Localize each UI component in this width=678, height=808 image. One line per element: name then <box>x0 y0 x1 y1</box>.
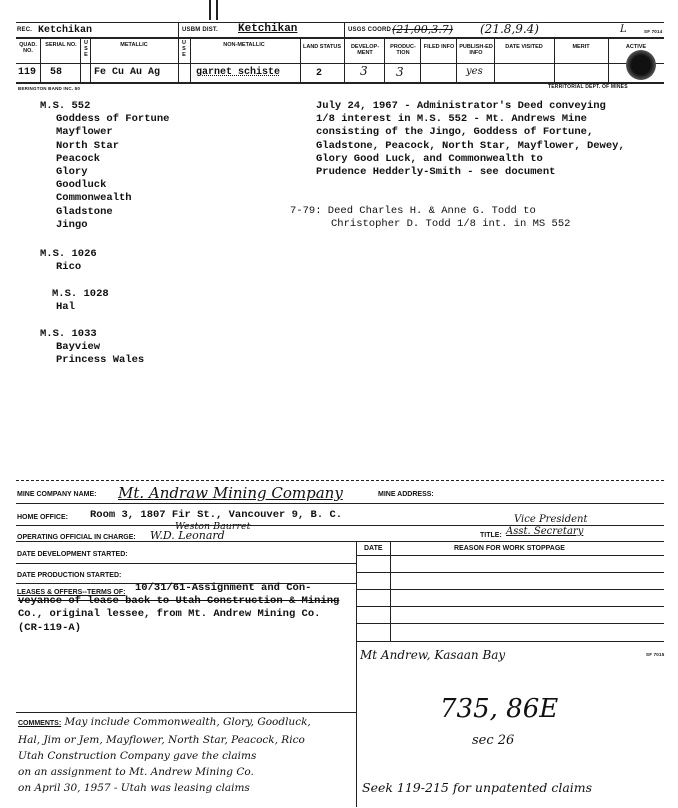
prod-started-label: DATE PRODUCTION STARTED: <box>17 572 122 579</box>
deed-779-note <box>290 205 570 231</box>
reason-header: REASON FOR WORK STOPPAGE <box>454 545 565 552</box>
note-line: consisting of the Jingo, Goddess of Fortune, <box>316 126 594 139</box>
claim-name: Goodluck <box>56 179 107 192</box>
operating-official-label: OPERATING OFFICIAL IN CHARGE: <box>17 534 136 541</box>
usgs-label: USGS COORD <box>348 27 392 33</box>
corner-mark: L <box>620 24 627 35</box>
printer-credit: BERINGTON BAND INC. 50 <box>18 86 81 91</box>
leases-text <box>18 582 339 635</box>
date-header: DATE <box>364 545 383 552</box>
tab-mark-right <box>216 0 218 20</box>
claim-name: Princess Wales <box>56 354 145 367</box>
form-number-bottom: SF 7015 <box>646 652 665 657</box>
note-line: Glory Good Luck, and Commonwealth to <box>316 152 543 165</box>
col-use-metallic: U S E <box>84 40 88 58</box>
col-development: DEVELOP-MENT <box>350 44 380 56</box>
home-office-label: HOME OFFICE: <box>17 514 68 521</box>
claim-group-ms552 <box>40 100 169 232</box>
title-value-asst-secretary: Asst. Secretary <box>506 526 584 537</box>
date-column-divider-left <box>356 541 357 807</box>
row-production: 3 <box>396 65 404 79</box>
comments-line: Hal, Jim or Jem, Mayflower, North Star, Peacock, Rico <box>18 734 305 746</box>
note-line: July 24, 1967 - Administrator's Deed conveying <box>316 100 606 112</box>
col-use-nonmetallic: U S E <box>182 40 186 58</box>
header-mid-rule <box>16 37 664 39</box>
header-colhead-rule <box>16 63 664 64</box>
title-label: TITLE: <box>480 532 502 539</box>
col-metallic: METALLIC <box>120 42 148 48</box>
comments-first-line <box>18 714 311 732</box>
claim-name: Commonwealth <box>56 192 132 205</box>
col-quad: QUAD. NO. <box>19 42 37 54</box>
comments-block <box>18 714 311 796</box>
comments-line: on an assignment to Mt. Andrew Mining Co. <box>18 766 254 778</box>
claim-ms-number: M.S. 1033 <box>40 328 97 340</box>
deed-1967-note <box>316 100 625 179</box>
leases-label: LEASES & OFFERS--TERMS OF: <box>17 589 126 596</box>
header-top-rule <box>16 22 664 23</box>
comments-label: COMMENTS: <box>18 720 62 727</box>
claim-name: Hal <box>56 301 75 314</box>
big-number-note: 735, 86E <box>440 694 559 724</box>
claim-name: Goddess of Fortune <box>56 113 170 126</box>
usbm-label: USBM DIST. <box>182 27 219 33</box>
col-published: PUBLISH-ED INFO <box>459 44 493 56</box>
rec-value: Ketchikan <box>38 25 93 36</box>
rec-label: REC. <box>17 27 33 33</box>
weston-note: Weston Baurret <box>175 521 251 532</box>
card-separator <box>16 480 664 481</box>
col-serial: SERIAL NO. <box>45 42 77 48</box>
claim-name: North Star <box>56 139 120 152</box>
claim-name: Rico <box>56 261 82 274</box>
seek-note: Seek 119-215 for unpatented claims <box>362 780 593 795</box>
col-land-status: LAND STATUS <box>303 44 341 50</box>
comments-line: May include Commonwealth, Glory, Goodluck, <box>64 716 311 728</box>
row-published: yes <box>466 66 483 77</box>
form-number: SF 7014 <box>644 29 663 34</box>
claim-group-ms1033 <box>40 328 144 368</box>
claim-ms-number: M.S. 1028 <box>52 288 109 300</box>
col-filed: FILED INFO <box>423 44 455 50</box>
dev-started-label: DATE DEVELOPMENT STARTED: <box>17 551 128 558</box>
row-nonmetallic: garnet schiste <box>196 67 281 78</box>
row-serial: 58 <box>50 67 63 78</box>
claim-ms-number: M.S. 1026 <box>40 248 97 260</box>
col-nonmetallic: NON-METALLIC <box>223 42 265 48</box>
usgs-struck-value: (21,00,3.7) <box>392 23 454 36</box>
title-value-vice-president: Vice President <box>514 514 588 525</box>
col-production: PRODUC-TION <box>390 44 416 56</box>
col-date-visited: DATE VISITED <box>505 44 543 50</box>
operating-official-value: W.D. Leonard <box>150 529 225 542</box>
leases-line: veyance of lease back to Utah Construction & Mining <box>18 595 340 608</box>
mine-address-label: MINE ADDRESS: <box>378 491 434 498</box>
row-land-status: 2 <box>316 68 323 79</box>
leases-line: 10/31/61-Assignment and Con- <box>135 582 312 594</box>
leases-line: (CR-119-A) <box>18 621 82 634</box>
claim-group-ms1026 <box>40 248 97 274</box>
mine-name-handwritten: Mt Andrew, Kasaan Bay <box>360 648 506 662</box>
active-punch-mark <box>626 50 656 80</box>
tab-mark-left <box>209 0 211 20</box>
date-column-divider-right <box>390 541 391 641</box>
claim-name: Peacock <box>56 152 101 165</box>
note-line: Christopher D. Todd 1/8 int. in MS 552 <box>331 218 571 231</box>
claim-name: Gladstone <box>56 205 113 218</box>
mine-company-label: MINE COMPANY NAME: <box>17 491 97 498</box>
claim-name: Bayview <box>56 341 101 354</box>
usbm-value: Ketchikan <box>238 23 298 35</box>
claim-group-ms1028 <box>40 288 109 314</box>
note-line: 7-79: Deed Charles H. & Anne G. Todd to <box>290 205 536 217</box>
comments-line: Utah Construction Company gave the claims <box>18 750 257 762</box>
sec-note: sec 26 <box>472 733 515 748</box>
leases-line: Co., original lessee, from Mt. Andrew Mining Co. <box>18 608 321 621</box>
claim-name: Glory <box>56 166 88 179</box>
note-line: Gladstone, Peacock, North Star, Mayflower, Dewey, <box>316 139 625 152</box>
usgs-value: (21.8,9.4) <box>480 22 539 36</box>
row-metallic: Fe Cu Au Ag <box>94 67 161 78</box>
col-active: ACTIVE <box>625 44 647 50</box>
mine-company-value: Mt. Andraw Mining Company <box>118 484 343 502</box>
home-office-value: Room 3, 1807 Fir St., Vancouver 9, B. C. <box>90 509 343 521</box>
note-line: Prudence Hedderly-Smith - see document <box>316 166 556 179</box>
row-development: 3 <box>360 64 368 78</box>
comments-line: on April 30, 1957 - Utah was leasing claims <box>18 782 250 794</box>
claim-name: Mayflower <box>56 126 113 139</box>
claim-name: Jingo <box>56 218 88 231</box>
claim-ms-number: M.S. 552 <box>40 100 91 112</box>
col-merit: MERIT <box>572 44 590 50</box>
territorial-dept: TERRITORIAL DEPT. OF MINES <box>548 84 628 90</box>
row-quad: 119 <box>18 67 37 78</box>
note-line: 1/8 interest in M.S. 552 - Mt. Andrews Mine <box>316 113 587 126</box>
